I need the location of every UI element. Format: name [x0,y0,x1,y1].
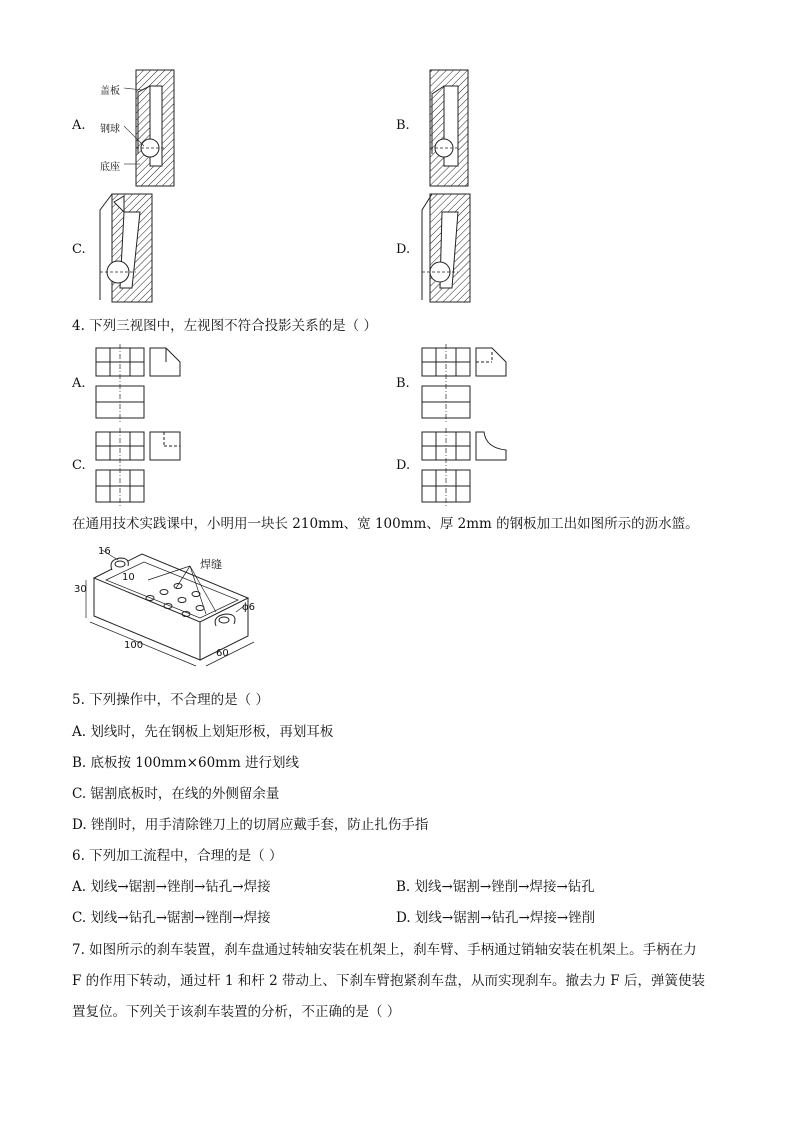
dim-60: 60 [216,648,229,659]
q4-option-b-figure [418,344,518,424]
q3-annotation-cover: 盖板 [100,86,120,97]
q4-option-b-label[interactable]: B. [396,376,410,391]
q5-question: 5. 下列操作中，不合理的是（ ） [72,692,269,708]
q3-option-b-label[interactable]: B. [396,118,410,133]
q7-line-2: F 的作用下转动，通过杆 1 和杆 2 带动上、下刹车臂抱紧刹车盘，从而实现刹车。撤去力 F 后，弹簧使装 [72,973,705,989]
dim-100: 100 [124,640,144,651]
dim-phi6: ϕ6 [242,602,255,613]
q3-annotation-base: 底座 [100,162,120,173]
q7-line-1: 7. 如图所示的刹车装置，刹车盘通过转轴安装在机架上，刹车臂、手柄通过销轴安装在机架上。手柄在力 [72,942,697,958]
q6-option-a[interactable]: A. 划线→锯割→锉削→钻孔→焊接 [72,879,271,895]
q4-question: 4. 下列三视图中，左视图不符合投影关系的是（ ） [72,318,377,334]
q4-option-c-figure [92,428,192,508]
q5-option-a[interactable]: A. 划线时，先在钢板上划矩形板，再划耳板 [72,724,334,740]
q4-option-a-label[interactable]: A. [72,376,86,391]
q3-option-c-figure [92,192,162,304]
q6-option-c[interactable]: C. 划线→钻孔→锯割→锉削→焊接 [72,910,271,926]
q4-option-d-figure [418,428,518,508]
context-text: 在通用技术实践课中，小明用一块长 210mm、宽 100mm、厚 2mm 的钢板加工出如图所示的沥水篮。 [72,516,699,532]
q6-question: 6. 下列加工流程中，合理的是（ ） [72,848,283,864]
q4-option-c-label[interactable]: C. [72,458,86,473]
q3-option-c-label[interactable]: C. [72,242,86,257]
q6-option-d[interactable]: D. 划线→锯割→钻孔→焊接→锉削 [396,910,596,926]
q3-option-a-label[interactable]: A. [72,118,86,133]
dim-30: 30 [74,584,87,595]
q5-option-b[interactable]: B. 底板按 100mm×60mm 进行划线 [72,755,300,771]
dim-10: 10 [122,572,135,583]
q3-option-d-figure [418,192,478,304]
q3-option-b-figure [420,68,480,188]
weld-label: 焊缝 [200,558,222,571]
q3-annotation-ball: 钢球 [100,124,120,135]
q6-option-b[interactable]: B. 划线→锯割→锉削→焊接→钻孔 [396,879,595,895]
q3-option-d-label[interactable]: D. [396,242,411,257]
q4-option-d-label[interactable]: D. [396,458,411,473]
q4-option-a-figure [92,344,192,424]
dim-16: 16 [98,546,111,557]
q5-option-c[interactable]: C. 锯割底板时，在线的外侧留余量 [72,786,280,802]
q7-line-3: 置复位。下列关于该刹车装置的分析，不正确的是（ ） [72,1004,401,1020]
q5-option-d[interactable]: D. 锉削时，用手清除锉刀上的切屑应戴手套，防止扎伤手指 [72,817,429,833]
